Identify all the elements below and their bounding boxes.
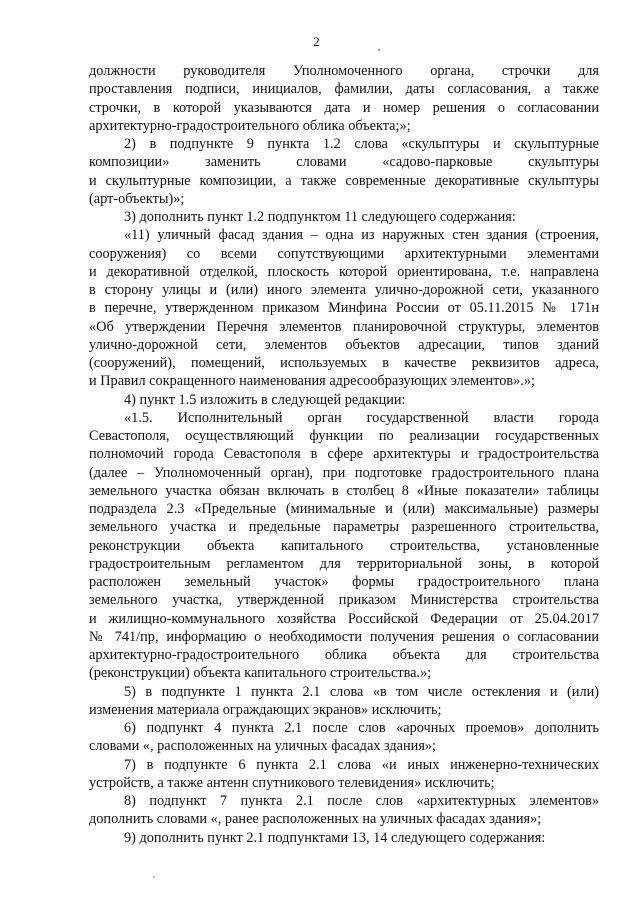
text-line: улично-дорожной сети, элементов объектов адресации, типов зданий: [89, 336, 599, 353]
text-line: (далее – Уполномоченный орган), при подготовке градостроительного плана: [89, 464, 599, 481]
document-body: [89, 62, 599, 847]
page-number: 2: [313, 34, 320, 49]
text-line: 2) в подпункте 9 пункта 1.2 слова «скульптуры и скульптурные: [124, 136, 599, 152]
text-line: полномочий города Севастополя в сфере архитектуры и градостроительства: [89, 446, 599, 463]
paragraph: [89, 62, 599, 135]
text-line: и Правил сокращенного наименования адресообразующих элементов».»;: [89, 373, 535, 390]
text-line: изменения материала ограждающих экранов» исключить;: [89, 701, 442, 718]
text-line: подраздела 2.3 «Предельные (минимальные и (или) максимальные) размеры: [89, 501, 599, 517]
paragraph: [89, 226, 599, 390]
text-line: (реконструкции) объекта капитального строительства.»;: [89, 665, 432, 682]
text-line: проставления подписи, инициалов, фамилии, даты согласования, а также: [89, 81, 599, 98]
text-line: 7) в подпункте 6 пункта 2.1 слова «и иных инженерно-технических: [124, 756, 599, 773]
paragraph: [89, 683, 599, 720]
text-line: устройств, а также антенн спутникового телевидения» исключить;: [89, 774, 495, 791]
text-line: земельного участка и предельные параметры разрешенного строительства,: [89, 519, 599, 536]
text-line: земельного участка обязан включать в столбец 8 «Иные показатели» таблицы: [89, 482, 599, 499]
paragraph: [89, 829, 599, 847]
paragraph: [89, 756, 599, 793]
text-line: и декоративной отделкой, плоскость которой ориентирована, т.е. направлена: [89, 263, 599, 280]
text-line: 6) подпункт 4 пункта 2.1 после слов «арочных проемов» дополнить: [124, 720, 599, 736]
text-line: 9) дополнить пункт 2.1 подпунктами 13, 14 следующего содержания:: [124, 829, 546, 846]
text-line: и скульптурные композиции, а также современные декоративные скульптуры: [89, 172, 599, 189]
text-line: 8) подпункт 7 пункта 2.1 после слов «архитектурных элементов»: [124, 793, 599, 809]
text-line: дополнить словами «, ранее расположенных на уличных фасадах здания»;: [89, 811, 542, 828]
paragraph: [89, 409, 599, 683]
text-line: 5) в подпункте 1 пункта 2.1 слова «в том числе остекления и (или): [124, 683, 599, 700]
text-line: архитектурно-градостроительного облика объекта для строительства: [89, 647, 599, 663]
text-line: «1.5. Исполнительный орган государственной власти города: [124, 409, 599, 426]
text-line: архитектурно-градостроительного облика объекта;»;: [89, 117, 411, 134]
text-line: (сооружений), помещений, используемых в качестве реквизитов адреса,: [89, 355, 599, 371]
text-line: должности руководителя Уполномоченного органа, строчки для: [89, 63, 599, 79]
paragraph: [89, 135, 599, 208]
paragraph: [89, 208, 599, 226]
text-line: градостроительным регламентом для территориальной зоны, в которой: [89, 555, 599, 572]
scan-speck: [378, 49, 380, 51]
text-line: строчки, в которой указываются дата и номер решения о согласовании: [89, 99, 599, 116]
text-line: (арт-объекты)»;: [89, 190, 185, 207]
text-line: словами «, расположенных на уличных фасадах здания»;: [89, 738, 437, 755]
scan-speck: [153, 876, 155, 878]
text-line: сооружения) со всеми сопутствующими архитектурными элементами: [89, 245, 599, 262]
text-line: № 741/пр, информацию о необходимости получения решения о согласовании: [89, 628, 599, 645]
text-line: в сторону улицы и (или) иного элемента улично-дорожной сети, указанного: [89, 282, 599, 298]
text-line: композиции» заменить словами «садово-парковые скульптуры: [89, 154, 599, 171]
text-line: земельного участка, утвержденной приказом Министерства строительства: [89, 592, 599, 609]
text-line: «11) уличный фасад здания – одна из наружных стен здания (строения,: [124, 227, 599, 244]
text-line: Севастополя, осуществляющий функции по реализации государственных: [89, 428, 599, 444]
text-line: «Об утверждении Перечня элементов планировочной структуры, элементов: [89, 318, 599, 335]
text-line: в перечне, утвержденном приказом Минфина России от 05.11.2015 № 171н: [89, 300, 599, 317]
text-line: 3) дополнить пункт 1.2 подпунктом 11 следующего содержания:: [124, 209, 516, 225]
text-line: 4) пункт 1.5 изложить в следующей редакции:: [124, 391, 406, 408]
paragraph: [89, 792, 599, 829]
paragraph: [89, 719, 599, 756]
text-line: и жилищно-коммунального хозяйства Российской Федерации от 25.04.2017: [89, 610, 599, 627]
text-line: расположен земельный участок» формы градостроительного плана: [89, 574, 599, 590]
text-line: реконструкции объекта капитального строительства, установленные: [89, 537, 599, 554]
paragraph: [89, 391, 599, 409]
